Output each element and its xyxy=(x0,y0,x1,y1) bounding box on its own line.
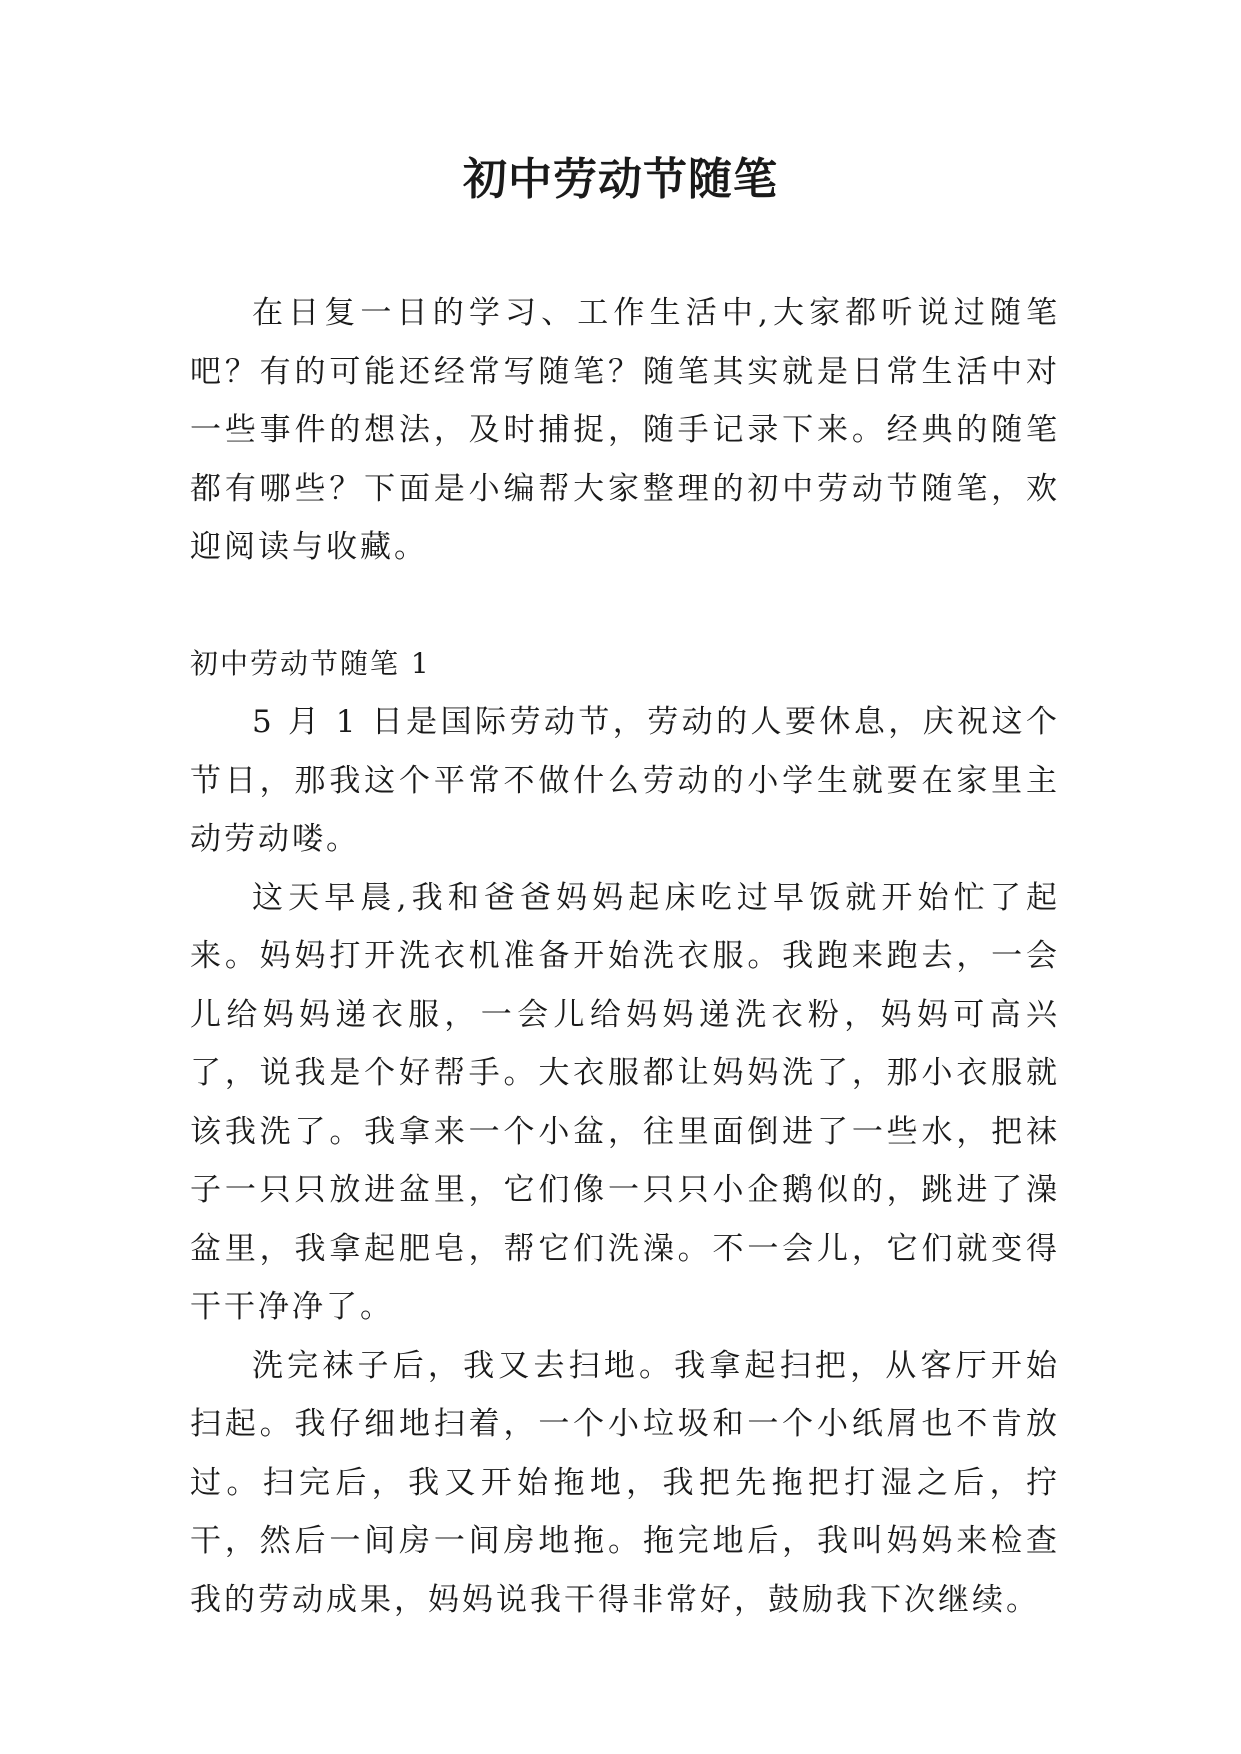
body-paragraph-2: 这天早晨,我和爸爸妈妈起床吃过早饭就开始忙了起来。妈妈打开洗衣机准备开始洗衣服。我跑来跑去，一会儿给妈妈递衣服，一会儿给妈妈递洗衣粉，妈妈可高兴了，说我是个好帮手。大衣服都让妈妈洗了，那小衣服就该我洗了。我拿来一个小盆，往里面倒进了一些水，把袜子一只只放进盆里，它们像一只只小企鹅似的，跳进了澡盆里，我拿起肥皂，帮它们洗澡。不一会儿，它们就变得干干净净了。 xyxy=(190,879,1060,1325)
body-paragraph-3: 洗完袜子后，我又去扫地。我拿起扫把，从客厅开始扫起。我仔细地扫着，一个小垃圾和一个小纸屑也不肯放过。扫完后，我又开始拖地，我把先拖把打湿之后，拧干，然后一间房一间房地拖。拖完地后，我叫妈妈来检查我的劳动成果，妈妈说我干得非常好，鼓励我下次继续。 xyxy=(190,1347,1060,1618)
paragraph-gap xyxy=(190,577,1060,635)
document-body xyxy=(190,284,1060,1629)
body-paragraph-1: 5 月 1 日是国际劳动节，劳动的人要休息，庆祝这个节日，那我这个平常不做什么劳动的小学生就要在家里主动劳动喽。 xyxy=(190,704,1060,857)
intro-paragraph: 在日复一日的学习、工作生活中,大家都听说过随笔吧？有的可能还经常写随笔？随笔其实就是日常生活中对一些事件的想法，及时捕捉，随手记录下来。经典的随笔都有哪些？下面是小编帮大家整理的初中劳动节随笔，欢迎阅读与收藏。 xyxy=(190,295,1060,565)
document-title: 初中劳动节随笔 xyxy=(463,154,778,205)
section-heading: 初中劳动节随笔 1 xyxy=(190,646,431,680)
